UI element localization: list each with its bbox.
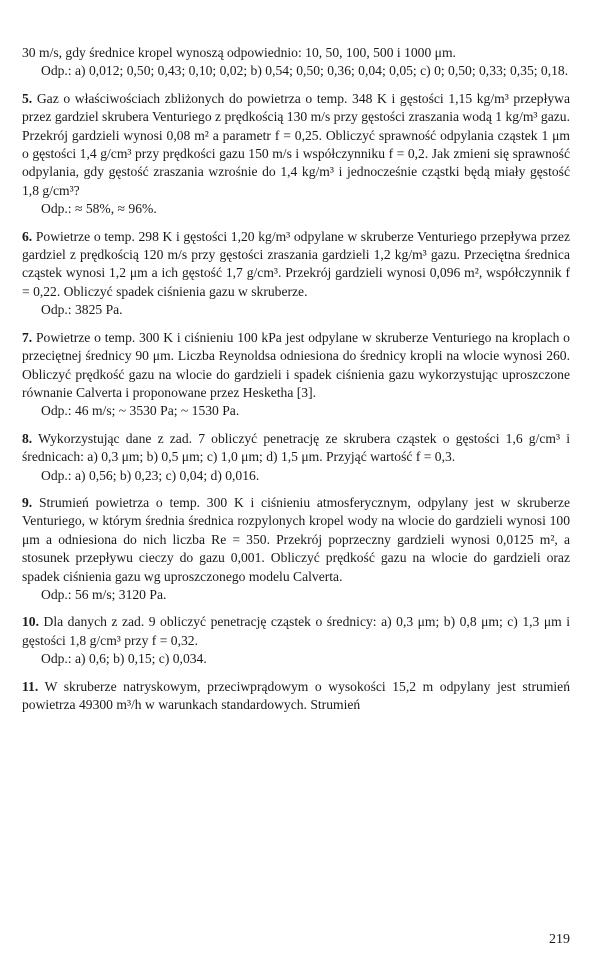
problem-number: 6.: [22, 228, 33, 244]
problem-answer: Odp.: 46 m/s; ~ 3530 Pa; ~ 1530 Pa.: [41, 403, 240, 419]
problem-number: 5.: [22, 90, 33, 106]
problem-answer: Odp.: 3825 Pa.: [41, 302, 123, 318]
problem-5: [22, 90, 570, 219]
problem-text: Powietrze o temp. 300 K i ciśnieniu 100 kPa jest odpylane w skruberze Venturiego na kroplach o przeciętnej średnicy 90 μm. Liczba Reynoldsa odniesiona do średnicy kropli na wlocie wynosi 260. Obliczyć prędkość gazu na wlocie do gardzieli i spadek ciśnienia gazu wykorzystując uproszczone równanie Calverta i proponowane przez Hesketha [3].: [22, 329, 570, 400]
problem-6: [22, 228, 570, 320]
problem-number: 10.: [22, 614, 39, 630]
problem-answer: Odp.: a) 0,56; b) 0,23; c) 0,04; d) 0,016.: [41, 467, 260, 483]
problem-text: Wykorzystując dane z zad. 7 obliczyć penetrację ze skrubera cząstek o gęstości 1,6 g/cm³ i średnicach: a) 0,3 μm; b) 0,5 μm; c) 1,0 μm; d) 1,5 μm. Przyjąć wartość f = 0,3.: [22, 430, 571, 465]
problem-7: [22, 329, 570, 421]
problem-11: [22, 678, 570, 715]
problem-number: 11.: [22, 678, 39, 694]
problem-text: W skruberze natryskowym, przeciwprądowym o wysokości 15,2 m odpylany jest strumień powietrza 49300 m³/h w warunkach standardowych. Strumień: [22, 678, 570, 712]
problem-number: 8.: [22, 430, 33, 446]
problem-text: Gaz o właściwościach zbliżonych do powietrza o temp. 348 K i gęstości 1,15 kg/m³ przepływa przez gardziel skrubera Venturiego z prędkością 130 m/s przy gęstości zraszania wodą 1 kg/m³ gazu. Przekrój gardzieli wynosi 0,08 m² a parametr f = 0,25. Obliczyć sprawność odpylania cząstek 1 μm o gęstości 1,4 g/cm³ przy prędkości gazu 150 m/s i współczynniku f = 0,2. Jak zmieni się sprawność odpylania, gdy gęstość zraszania wzrośnie do 1,4 kg/m³ i jednocześnie cząstki będą miały gęstość 1,8 g/cm³?: [22, 90, 571, 198]
intro-answer: Odp.: a) 0,012; 0,50; 0,43; 0,10; 0,02; b) 0,54; 0,50; 0,36; 0,04; 0,05; c) 0; 0,50; 0,33; 0,35; 0,18.: [41, 63, 569, 79]
problem-10: [22, 613, 570, 668]
problem-8: [22, 430, 570, 485]
page-body: [22, 44, 570, 714]
page-number: 219: [549, 932, 570, 947]
problem-answer: Odp.: 56 m/s; 3120 Pa.: [41, 586, 167, 602]
problem-number: 7.: [22, 329, 33, 345]
problem-9: [22, 494, 570, 604]
problem-text: Dla danych z zad. 9 obliczyć penetrację cząstek o średnicy: a) 0,3 μm; b) 0,8 μm; c) 1,3 μm i gęstości 1,8 g/cm³ przy f = 0,32.: [22, 614, 570, 648]
problem-text: Powietrze o temp. 298 K i gęstości 1,20 kg/m³ odpylane w skruberze Venturiego przepływa przez gardziel z prędkością 120 m/s przy gęstości zraszania gardzieli 1,2 kg/m³ gazu. Przeciętna średnica cząstek wynosi 1,2 μm a ich gęstość 1,7 g/cm³. Przekrój gardzieli wynosi 0,096 m², współczynnik f = 0,22. Obliczyć spadek ciśnienia gazu w skruberze.: [22, 228, 570, 299]
intro-text: 30 m/s, gdy średnice kropel wynoszą odpowiednio: 10, 50, 100, 500 i 1000 μm.: [22, 45, 456, 60]
problem-number: 9.: [22, 494, 33, 510]
problem-answer: Odp.: a) 0,6; b) 0,15; c) 0,034.: [41, 651, 207, 667]
problem-answer: Odp.: ≈ 58%, ≈ 96%.: [41, 201, 157, 217]
problem-text: Strumień powietrza o temp. 300 K i ciśnieniu atmosferycznym, odpylany jest w skruberze Venturiego, w którym średnia średnica rozpylonych kropel wody na wlocie do gardzieli wynosi 100 μm a odniesiona do nich liczba Re = 350. Przekrój poprzeczny gardzieli wynosi 0,0125 m², a stosunek przepływu cieczy do gazu 0,001. Obliczyć prędkość gazu na wlocie do gardzieli oraz spadek ciśnienia gazu wg uproszczonego modelu Calverta.: [22, 494, 571, 584]
